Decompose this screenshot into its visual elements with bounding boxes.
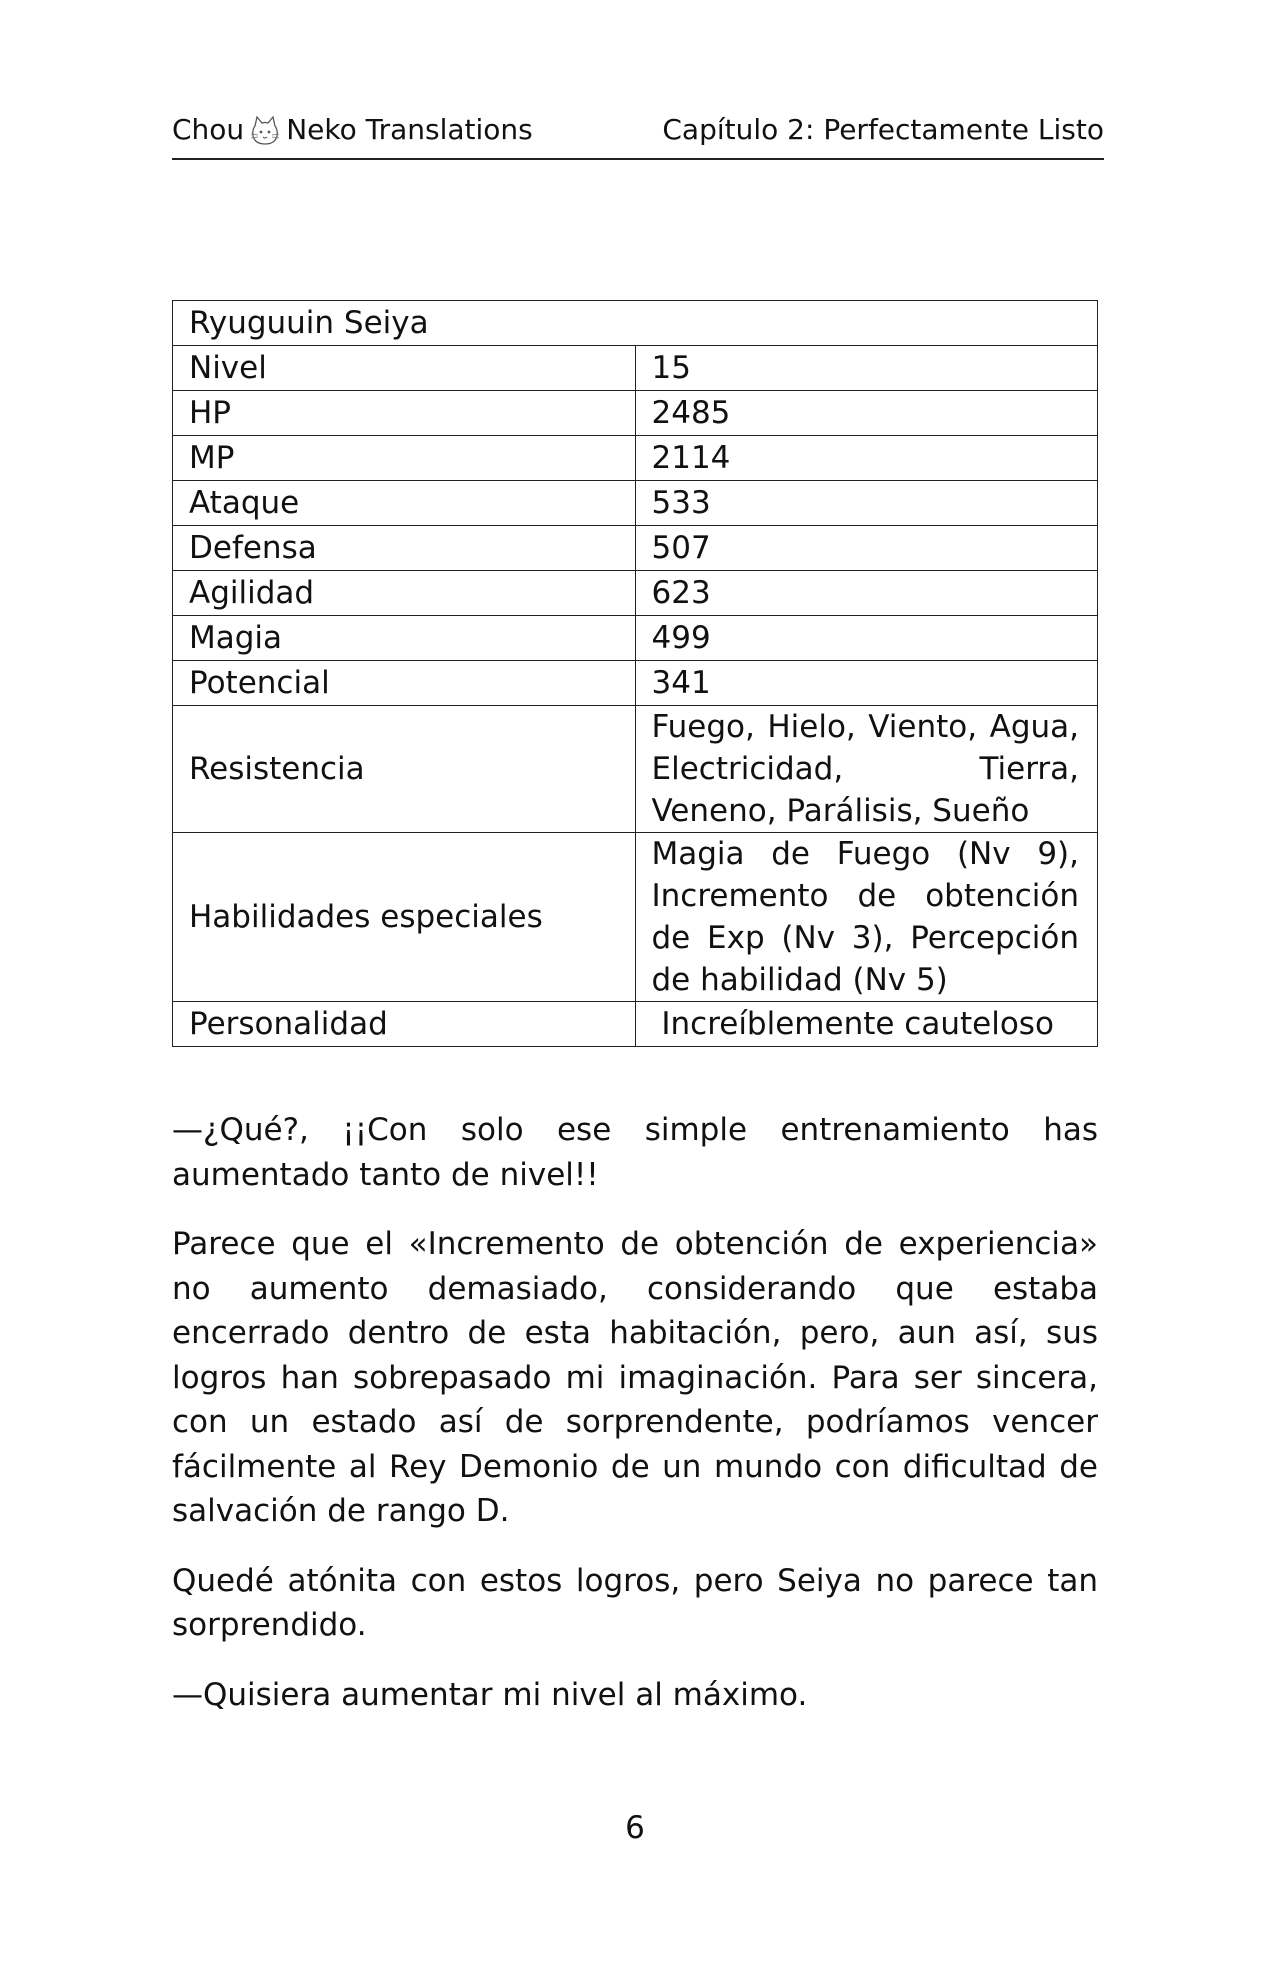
table-row: [173, 391, 1098, 436]
paragraph: Parece que el «Incremento de obtención de experiencia» no aumento demasiado, considerando que estaba encerrado dentro de esta habitación, pero, aun así, sus logros han sobrepasado mi imaginación. Para ser sincera, con un estado así de sorprendente, podríamos vencer fácilmente al Rey Demonio de un mundo con dificultad de salvación de rango D.: [172, 1226, 1098, 1529]
stat-label: Personalidad: [173, 1002, 636, 1047]
stat-value: 507: [635, 526, 1098, 571]
stat-label: HP: [173, 391, 636, 436]
table-row: [173, 661, 1098, 706]
paragraph: Quedé atónita con estos logros, pero Seiya no parece tan sorprendido.: [172, 1562, 1098, 1643]
stat-value: 341: [635, 661, 1098, 706]
stat-label: MP: [173, 436, 636, 481]
stat-label: Resistencia: [173, 706, 636, 833]
table-row: [173, 706, 1098, 833]
stat-label: Defensa: [173, 526, 636, 571]
paragraph: —Quisiera aumentar mi nivel al máximo.: [172, 1676, 808, 1713]
stat-label: Habilidades especiales: [173, 833, 636, 1002]
stat-value: 15: [635, 346, 1098, 391]
brand-text-chou: Chou: [172, 113, 245, 146]
table-row: [173, 616, 1098, 661]
stat-value: 2114: [635, 436, 1098, 481]
brand-text-neko: Neko Translations: [286, 113, 533, 146]
page-number: 6: [625, 1810, 645, 1846]
stat-label: Agilidad: [173, 571, 636, 616]
stat-value: Fuego, Hielo, Viento, Agua, Electricidad, Tierra, Veneno, Parálisis, Sueño: [635, 706, 1098, 833]
character-name: Ryuguuin Seiya: [173, 301, 1098, 346]
table-row-name: [173, 301, 1098, 346]
table-row: [173, 481, 1098, 526]
table-row: [173, 1002, 1098, 1047]
cat-icon: [248, 112, 282, 148]
status-table-container: [172, 300, 1098, 1047]
table-row: [173, 346, 1098, 391]
table-row: [173, 833, 1098, 1002]
stat-value: 533: [635, 481, 1098, 526]
chapter-title: Capítulo 2: Perfectamente Listo: [662, 113, 1104, 146]
stat-value: 623: [635, 571, 1098, 616]
stat-value: Increíblemente cauteloso: [635, 1002, 1098, 1047]
page-header: [172, 112, 1104, 160]
table-row: [173, 436, 1098, 481]
stat-value: 2485: [635, 391, 1098, 436]
stat-value: Magia de Fuego (Nv 9), Incremento de obtención de Exp (Nv 3), Percepción de habilidad (Nv 5): [635, 833, 1098, 1002]
stat-label: Nivel: [173, 346, 636, 391]
stat-label: Potencial: [173, 661, 636, 706]
translator-credit: [172, 112, 533, 148]
stat-label: Ataque: [173, 481, 636, 526]
table-row: [173, 526, 1098, 571]
paragraph: —¿Qué?, ¡¡Con solo ese simple entrenamiento has aumentado tanto de nivel!!: [172, 1112, 1098, 1193]
stat-value: 499: [635, 616, 1098, 661]
stat-label: Magia: [173, 616, 636, 661]
body-text: [172, 1108, 1098, 1742]
status-table: [172, 300, 1098, 1047]
table-row: [173, 571, 1098, 616]
